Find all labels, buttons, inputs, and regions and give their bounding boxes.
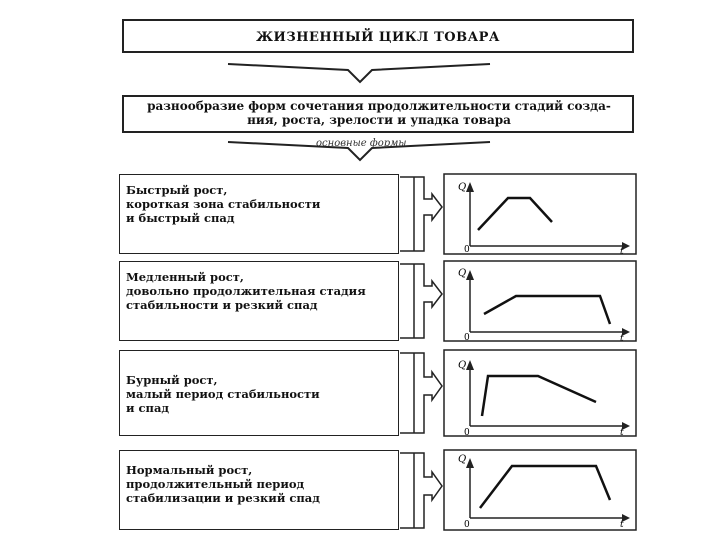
- form-row-2-line-2: довольно продолжительная стадия: [126, 284, 366, 298]
- form-row-3-x-label: t: [620, 428, 624, 438]
- diagram-title: ЖИЗНЕННЫЙ ЦИКЛ ТОВАРА: [255, 30, 501, 45]
- form-row-4-x-label: t: [620, 520, 624, 530]
- form-row-1-x-label: t: [620, 247, 624, 257]
- form-row-2-connector: [400, 264, 442, 338]
- description-line-2: ния, роста, зрелости и упадка товара: [247, 113, 511, 127]
- form-row-1-line-1: Быстрый рост,: [126, 183, 228, 197]
- form-row-4-line-1: Нормальный рост,: [126, 463, 253, 477]
- form-row-4-connector: [400, 453, 442, 528]
- form-row-2-y-label: Q: [458, 268, 467, 279]
- form-row-2-x-label: t: [620, 334, 624, 344]
- form-row-3-curve: [482, 376, 596, 416]
- form-row-4-line-2: продолжительный период: [126, 477, 305, 491]
- form-row-1-graph-panel: [444, 174, 636, 257]
- form-row-1-line-2: короткая зона стабильности: [126, 197, 321, 211]
- form-row-4-line-3: стабилизации и резкий спад: [126, 491, 320, 505]
- form-row-2-line-1: Медленный рост,: [126, 270, 244, 284]
- form-row-2-line-3: стабильности и резкий спад: [126, 298, 318, 312]
- form-row-1-connector: [400, 177, 442, 251]
- form-row-2-origin-label: 0: [464, 333, 470, 343]
- form-row-4-graph-panel: [444, 450, 636, 530]
- form-row-1-curve: [478, 198, 552, 230]
- form-row-3-line-1: Бурный рост,: [126, 373, 218, 387]
- form-row-2-graph-panel: [444, 261, 636, 344]
- forms-sublabel: основные формы: [316, 138, 407, 149]
- form-row-4-origin-label: 0: [464, 520, 470, 530]
- form-row-2-curve: [484, 296, 610, 324]
- description-line-1: разнообразие форм сочетания продолжительности стадий созда-: [147, 99, 611, 113]
- form-row-3-line-3: и спад: [126, 401, 170, 415]
- form-row-4-y-label: Q: [458, 454, 467, 465]
- form-row-3-connector: [400, 353, 442, 433]
- form-row-1-y-label: Q: [458, 182, 467, 193]
- form-row-3-line-2: малый период стабильности: [126, 387, 320, 401]
- form-row-3-graph-panel: [444, 350, 636, 438]
- form-row-1-origin-label: 0: [464, 245, 470, 255]
- form-row-4-curve: [480, 466, 610, 508]
- form-row-3-origin-label: 0: [464, 428, 470, 438]
- form-row-1-line-3: и быстрый спад: [126, 211, 235, 225]
- form-row-3-y-label: Q: [458, 360, 467, 371]
